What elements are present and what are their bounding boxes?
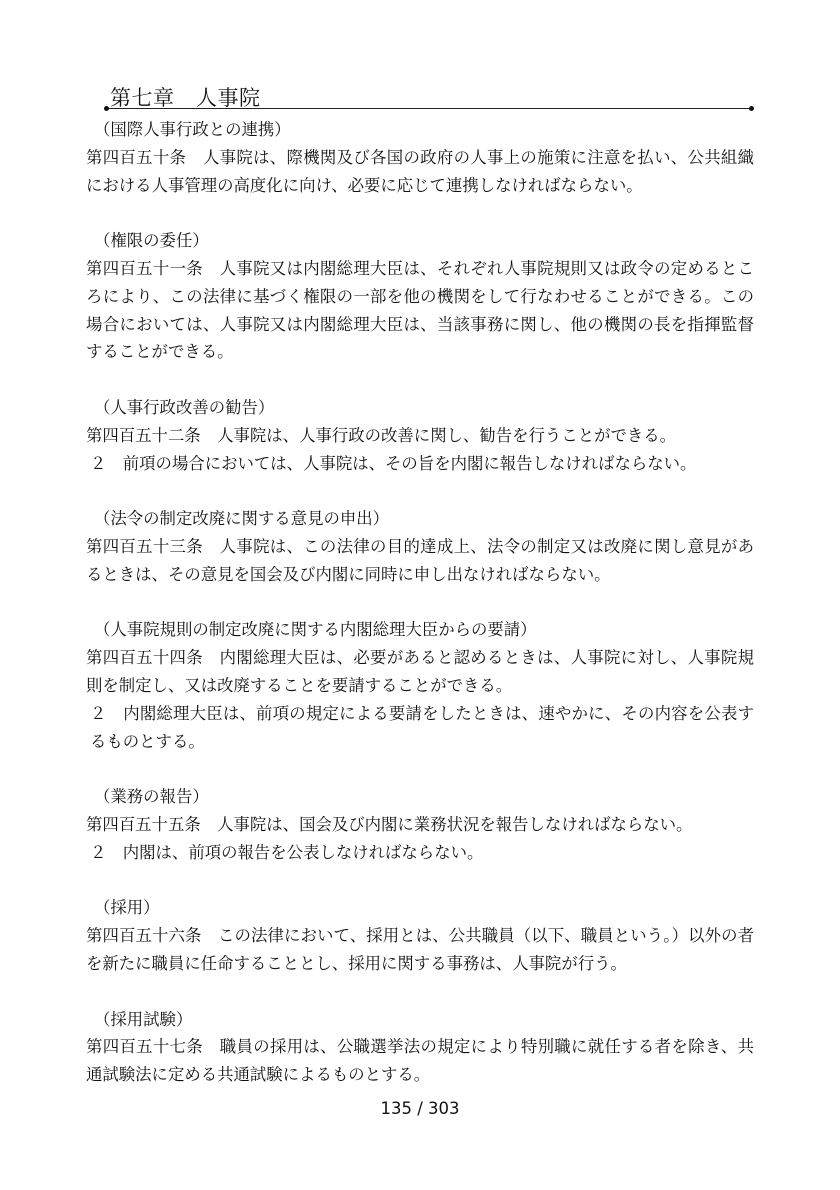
article-subparagraph: ２ 前項の場合においては、人事院は、その旨を内閣に報告しなければならない。: [90, 453, 697, 473]
article-caption: （人事行政改善の勧告）: [94, 397, 275, 417]
article-456: [86, 894, 754, 977]
chapter-title: 第七章 人事院: [110, 86, 261, 110]
article-450: [86, 116, 754, 199]
article-subparagraph: ２ 内閣総理大臣は、前項の規定による要請をしたときは、速やかに、その内容を公表するものとする。: [90, 703, 754, 751]
article-caption: （採用試験）: [94, 1009, 193, 1029]
article-paragraph: 第四百五十三条 人事院は、この法律の目的達成上、法令の制定又は改廃に関し意見があるときは、その意見を国会及び内閣に同時に申し出なければならない。: [86, 536, 754, 584]
article-caption: （人事院規則の制定改廃に関する内閣総理大臣からの要請）: [94, 620, 537, 640]
article-paragraph: 第四百五十四条 内閣総理大臣は、必要があると認めるときは、人事院に対し、人事院規則を制定し、又は改廃することを要請することができる。: [86, 648, 754, 695]
chapter-underline: [107, 108, 751, 109]
article-paragraph: 第四百五十二条 人事院は、人事行政の改善に関し、勧告を行うことができる。: [86, 425, 677, 445]
article-paragraph: 第四百五十七条 職員の採用は、公職選挙法の規定により特別職に就任する者を除き、共通試験法に定める共通試験によるものとする。: [86, 1037, 754, 1085]
page-number: 135 / 303: [380, 1099, 460, 1118]
article-451: [86, 227, 754, 366]
article-457: [86, 1006, 754, 1089]
chapter-heading: [104, 84, 754, 114]
article-caption: （採用）: [94, 898, 160, 918]
article-paragraph: 第四百五十一条 人事院又は内閣総理大臣は、それぞれ人事院規則又は政令の定めるところにより、この法律に基づく権限の一部を他の機関をして行なわせることができる。この場合においては、人事院又は内閣総理大臣は、当該事務に関し、他の機関の長を指揮監督することができる。: [86, 258, 754, 362]
underline-left-dot: [104, 106, 109, 111]
article-paragraph: 第四百五十六条 この法律において、採用とは、公共職員（以下、職員という。）以外の者を新たに職員に任命することとし、採用に関する事務は、人事院が行う。: [86, 926, 754, 973]
article-subparagraph: ２ 内閣は、前項の報告を公表しなければならない。: [90, 842, 484, 862]
article-452: [86, 394, 754, 477]
article-caption: （国際人事行政との連携）: [94, 120, 291, 139]
article-paragraph: 第四百五十五条 人事院は、国会及び内閣に業務状況を報告しなければならない。: [86, 814, 693, 834]
underline-right-dot: [749, 106, 754, 111]
article-caption: （法令の制定改廃に関する意見の申出）: [94, 509, 390, 529]
article-453: [86, 505, 754, 588]
article-body: [86, 116, 754, 1089]
article-caption: （業務の報告）: [94, 787, 209, 807]
article-455: [86, 783, 754, 866]
article-caption: （権限の委任）: [94, 231, 209, 251]
article-paragraph: 第四百五十条 人事院は、際機関及び各国の政府の人事上の施策に注意を払い、公共組織における人事管理の高度化に向け、必要に応じて連携しなければならない。: [86, 147, 754, 195]
article-454: [86, 616, 754, 755]
